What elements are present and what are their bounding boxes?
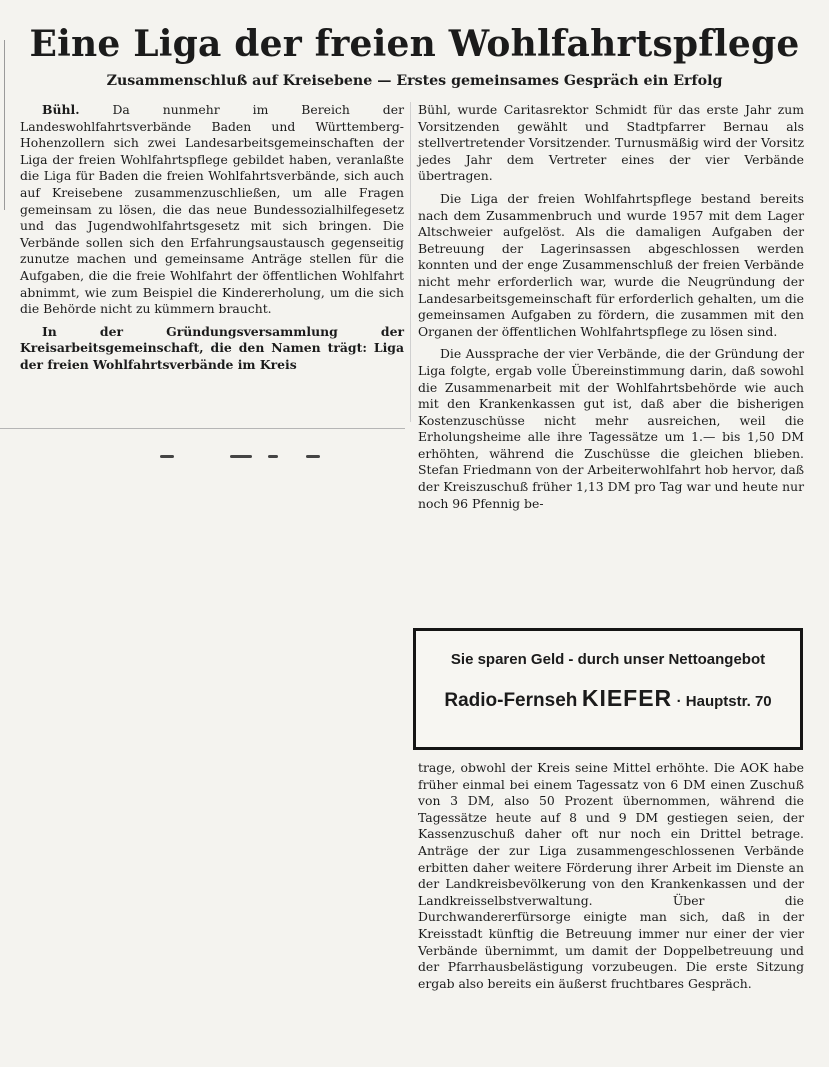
paragraph-text: Da nunmehr im Bereich der Landeswohlfahrtsverbände Baden und Württemberg-Hohenzollern sich zwei Landesarbeitsgemeinschaften der Liga der freien Wohlfahrtspflege gebildet haben, veranlaßte die Liga für Baden die freien Wohlfahrtsverbände, sich auch auf Kreisebene zusammenzuschließen, um alle Fragen gemeinsam zu lösen, die das neue Bundessozialhilfegesetz und das Jugendwohlfahrtsgesetz mit sich bringen. Die Verbände sollen sich den Erfahrungsaustausch gegenseitig zunutze machen und gemeinsame Anträge stellen für die Aufgaben, die die freie Wohlfahrt der öffentlichen Wohlfahrt abnimmt, wie zum Beispiel die Kindererholung, um die sich die Behörde nicht zu kümmern braucht. xyxy=(20,102,404,317)
article-column-right-top xyxy=(418,102,804,518)
ad-slogan: Sie sparen Geld - durch unser Nettoangebot xyxy=(450,651,766,668)
ad-business-name: Radio-Fernseh xyxy=(444,690,578,711)
paragraph: Die Aussprache der vier Verbände, die der Gründung der Liga folgte, ergab volle Übereinstimmung darin, daß sowohl die Zusammenarbeit mit der Wohlfahrtsbehörde wie auch mit den Krankenkassen gut ist, daß aber die bisherigen Kostenzuschüsse nicht mehr ausreichen, weil die Erholungsheime alle ihre Tagessätze um 1.— bis 1,50 DM erhöhten, während die Zuschüsse die gleichen blieben. Stefan Friedmann von der Arbeiterwohlfahrt hob hervor, daß der Kreiszuschuß früher 1,13 DM pro Tag war und heute nur noch 96 Pfennig be- xyxy=(418,346,804,511)
paragraph: trage, obwohl der Kreis seine Mittel erhöhte. Die AOK habe früher einmal bei einem Tagessatz von 6 DM einen Zuschuß von 3 DM, also 50 Prozent übernommen, während die Tagessätze heute auf 8 und 9 DM gestiegen seien, der Kassenzuschuß daher oft nur noch ein Drittel betrage. Anträge der zur Liga zusammengeschlossenen Verbände erbitten daher weitere Förderung ihrer Arbeit im Dienste an der Landkreisbevölkerung von den Krankenkassen und der Landkreisselbstverwaltung. Über die Durchwandererfürsorge einigte man sich, daß in der Kreisstadt künftig die Betreuung immer nur einer der vier Verbände übernimmt, um damit der Doppelbetreuung und der Pfarrhausbelästigung vorzubeugen. Die erste Sitzung ergab also bereits ein äußerst fruchtbares Gespräch. xyxy=(418,760,804,991)
article-column-right-bottom xyxy=(418,760,804,998)
ink-smudge xyxy=(306,455,320,458)
torn-edge xyxy=(0,422,405,429)
column-divider xyxy=(410,102,411,422)
article-headline: Eine Liga der freien Wohlfahrtspflege xyxy=(29,23,800,65)
article-column-left xyxy=(20,102,404,380)
paragraph: Bühl, wurde Caritasrektor Schmidt für das erste Jahr zum Vorsitzenden gewählt und Stadtpfarrer Bernau als stellvertretender Vorsitzender. Turnusmäßig wird der Vorsitz jedes Jahr dem Vertreter eines der vier Verbände übertragen. xyxy=(418,102,804,184)
ad-brand: KIEFER xyxy=(581,685,673,711)
ad-address: · Hauptstr. 70 xyxy=(676,693,772,710)
article-subheadline: Zusammenschluß auf Kreisebene — Erstes gemeinsames Gespräch ein Erfolg xyxy=(106,73,723,89)
ink-smudge xyxy=(160,455,174,458)
paragraph-text: In der Gründungsversammlung der Kreisarbeitsgemeinschaft, die den Namen trägt: Liga der freien Wohlfahrtsverbände im Kreis xyxy=(20,323,404,372)
ink-smudge xyxy=(230,455,252,458)
ink-smudge xyxy=(268,455,278,458)
clipping-edge-rule xyxy=(4,40,5,210)
advertisement-box xyxy=(413,628,803,750)
dateline: Bühl. xyxy=(42,102,80,117)
paragraph xyxy=(20,102,404,318)
ad-business-line xyxy=(416,685,800,712)
paragraph xyxy=(20,324,404,374)
paragraph: Die Liga der freien Wohlfahrtspflege bestand bereits nach dem Zusammenbruch und wurde 1957 mit dem Lager Altschweier aufgelöst. Als die damaligen Aufgaben der Betreuung der Lagerinsassen abgeschlossen werden konnten und der enge Zusammenschluß der freien Verbände nicht mehr erforderlich war, wurde die Neugründung der Landesarbeitsgemeinschaft für erforderlich gehalten, um die gemeinsamen Aufgaben zu fördern, die zusammen mit den Organen der öffentlichen Wohlfahrtspflege zu lösen sind. xyxy=(418,190,804,339)
